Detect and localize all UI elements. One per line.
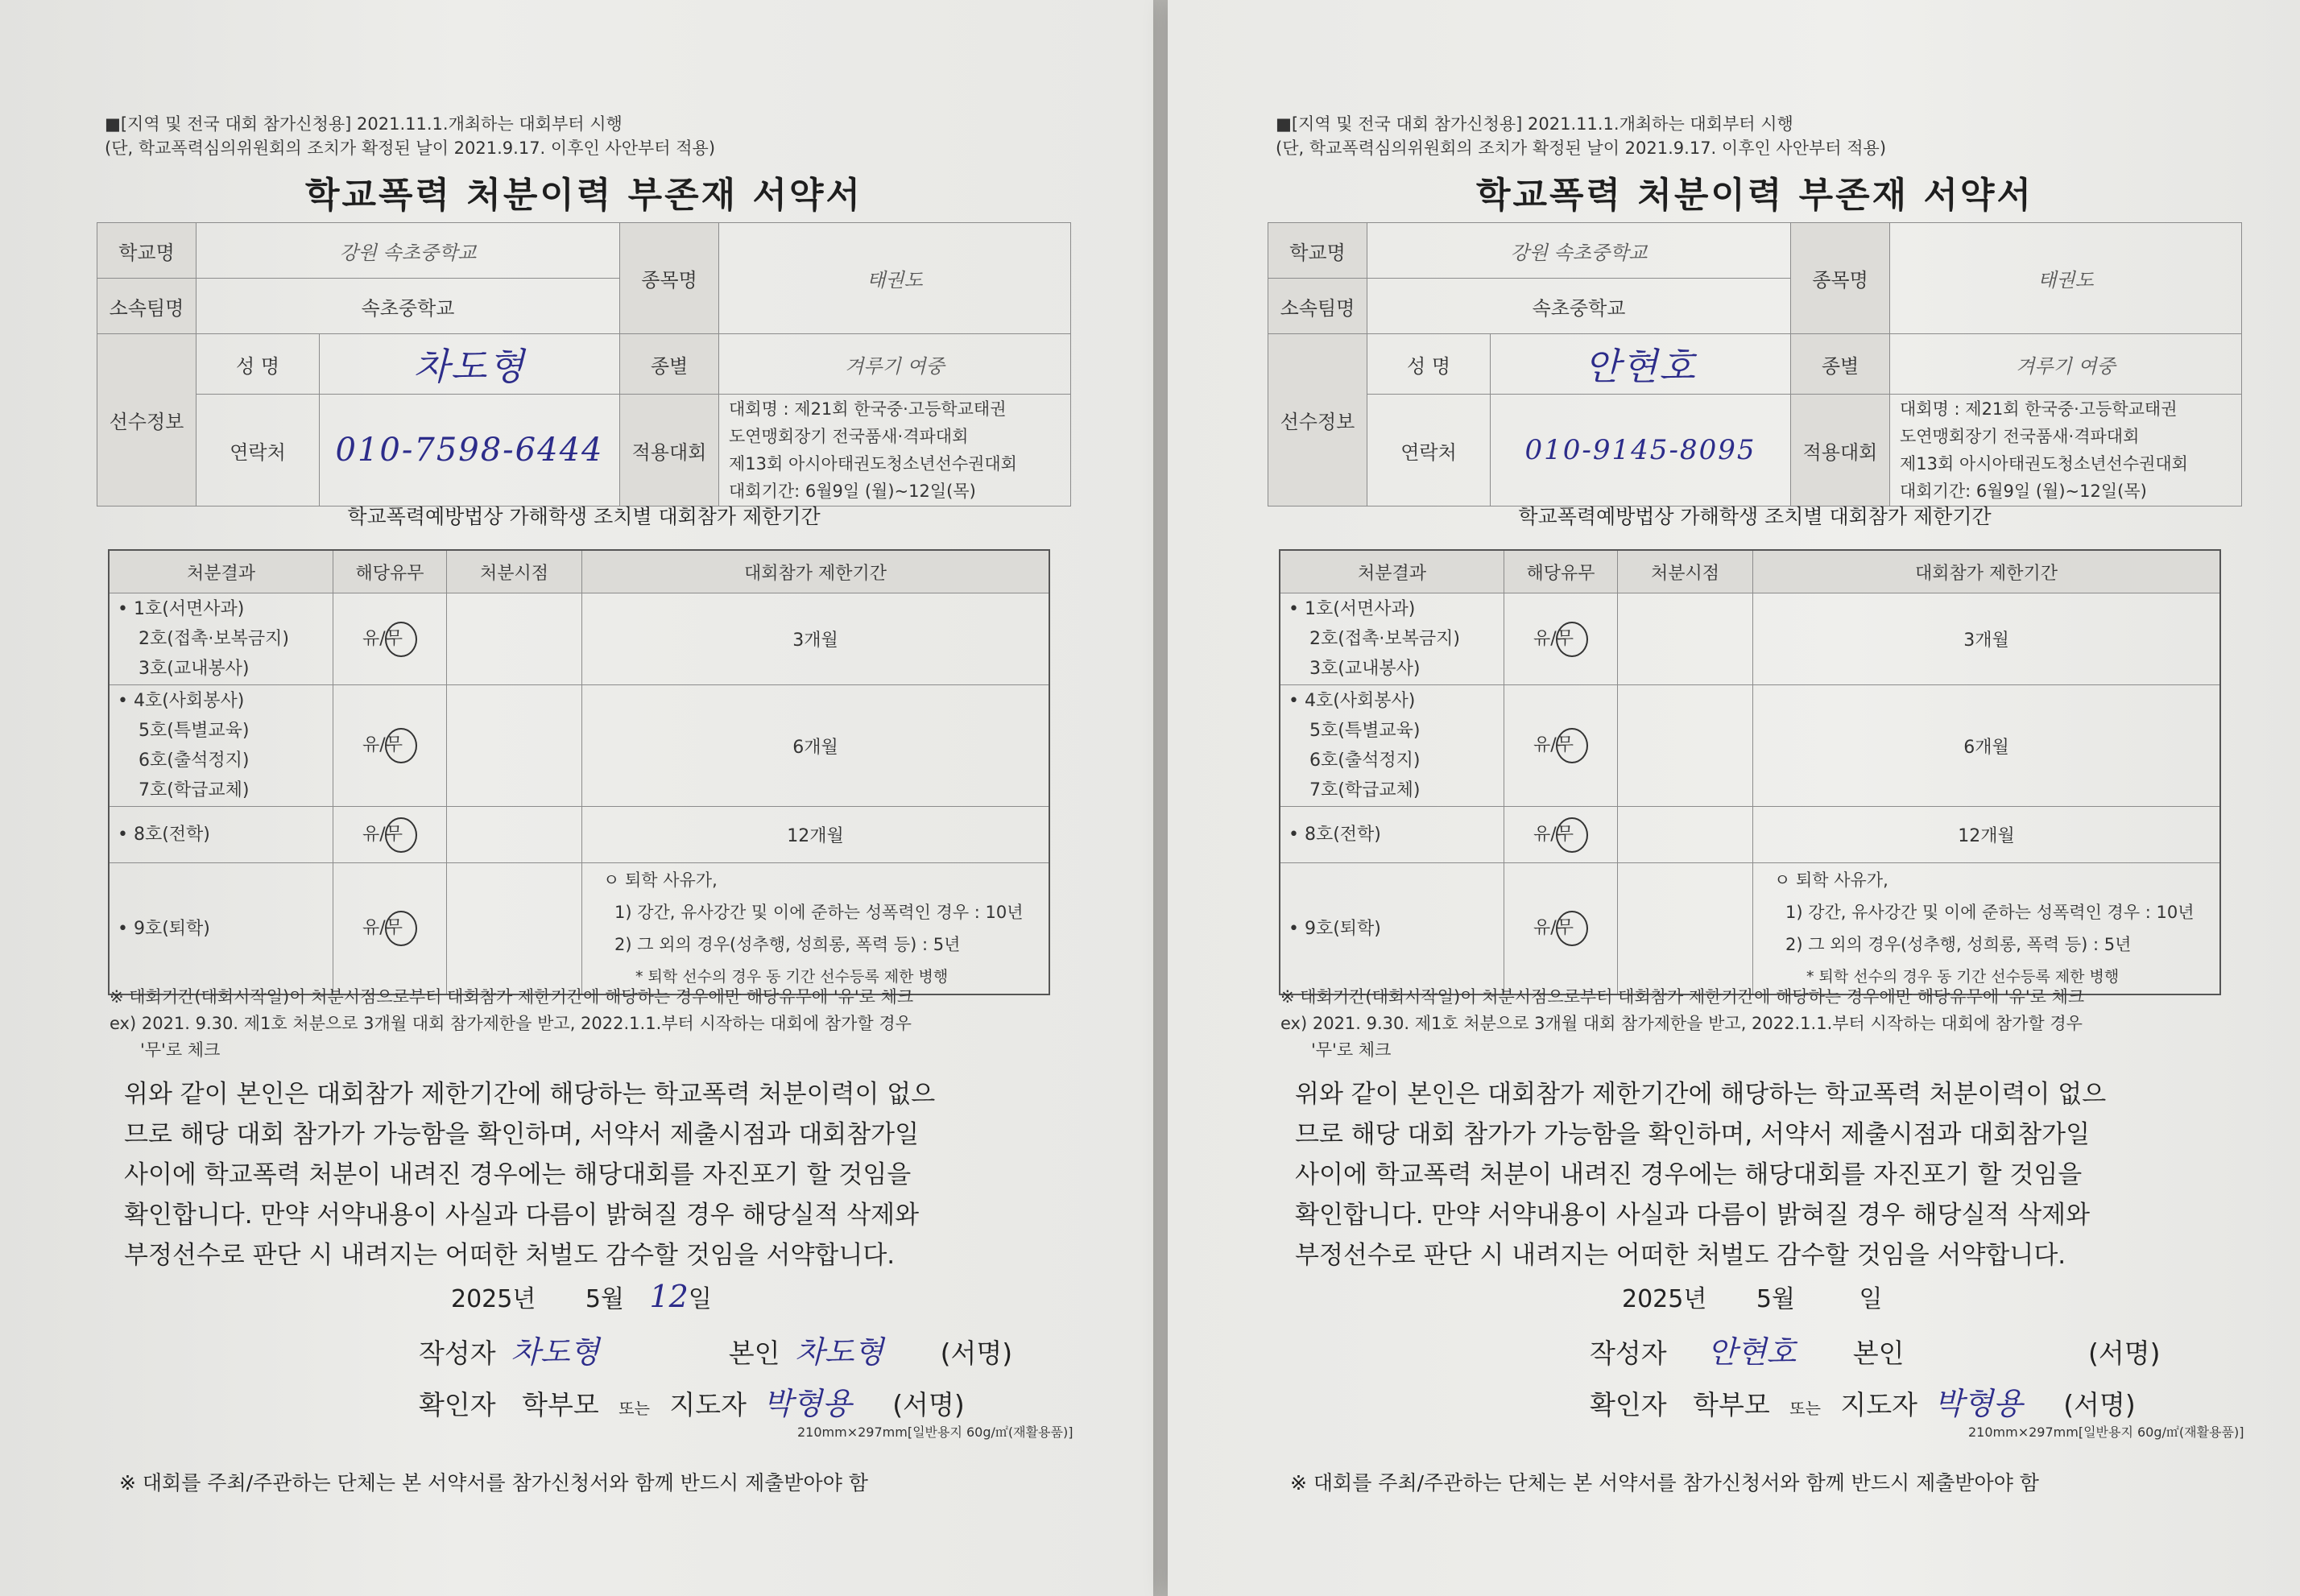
player-info-table	[1268, 222, 2242, 507]
signing-date	[1622, 1279, 1882, 1314]
seal-label: (서명)	[2088, 1338, 2161, 1369]
date-year: 2025년	[451, 1285, 536, 1313]
applicable-cell	[333, 807, 447, 863]
contact-handwritten: 010-9145-8095	[1524, 434, 1756, 466]
label-contact: 연락처	[1367, 395, 1491, 507]
header-limit: 대회참가 제한기간	[1753, 550, 2221, 593]
date-year: 2025년	[1622, 1285, 1707, 1313]
footer-note: ※ 대회를 주최/주관하는 단체는 본 서약서를 참가신청서와 함께 반드시 제출받아야 함	[1290, 1471, 2039, 1495]
pledge-line: 확인합니다. 만약 서약내용이 사실과 다름이 밝혀질 경우 해당실적 삭제와	[124, 1201, 920, 1230]
signature-line-writer	[419, 1327, 1012, 1371]
footer-note: ※ 대회를 주최/주관하는 단체는 본 서약서를 참가신청서와 함께 반드시 제출받아야 함	[119, 1471, 868, 1495]
applicability-note: ■[지역 및 전국 대회 참가신청용] 2021.11.1.개최하는 대회부터 시행	[1276, 114, 1793, 134]
event-value: 태권도	[719, 223, 1071, 334]
applicable-cell	[333, 593, 447, 685]
category-value: 겨루기 여중	[719, 334, 1071, 395]
seal-label: (서명)	[940, 1338, 1013, 1369]
contact-handwritten: 010-7598-6444	[335, 432, 604, 469]
pledge-line: 위와 같이 본인은 대회참가 제한기간에 해당하는 학교폭력 처분이력이 없으	[124, 1080, 936, 1109]
label-competition: 적용대회	[1791, 395, 1890, 507]
applicable-choice: 유/무	[1533, 735, 1574, 755]
limit-line: ㅇ 퇴학 사유가,	[603, 870, 718, 890]
date-cell	[447, 593, 582, 685]
applicable-choice: 유/무	[1533, 918, 1574, 938]
limit-cell-expulsion	[582, 863, 1050, 995]
limit-cell: 3개월	[582, 593, 1050, 685]
applicability-note: ■[지역 및 전국 대회 참가신청용] 2021.11.1.개최하는 대회부터 시행	[105, 114, 623, 134]
competition-line: 도연맹회장기 전국품새·격파대회	[729, 427, 969, 446]
result-cell	[109, 685, 333, 807]
result-cell	[1280, 863, 1504, 995]
footnote: ex) 2021. 9.30. 제1호 처분으로 3개월 대회 참가제한을 받고, 2022.1.1.부터 시작하는 대회에 참가할 경우	[1280, 1014, 2083, 1033]
pledge-document	[97, 0, 1144, 1596]
seal-label: (서명)	[2063, 1389, 2136, 1420]
result-line: 6호(출석정지)	[1309, 750, 1421, 771]
competition-line: 제13회 아시아태권도청소년선수권대회	[729, 454, 1017, 473]
writer-signature: 안현호	[1707, 1334, 1797, 1370]
competition-line: 제13회 아시아태권도청소년선수권대회	[1900, 454, 2188, 473]
paper-spec: 210mm×297mm[일반용지 60g/㎡(재활용품)]	[797, 1424, 1073, 1440]
limit-cell: 6개월	[1753, 685, 2221, 807]
signature-line-confirmer	[1590, 1379, 2136, 1423]
limit-cell: 6개월	[582, 685, 1050, 807]
confirmer-label: 확인자	[1590, 1389, 1667, 1420]
limit-line: 2) 그 외의 경우(성추행, 성희롱, 폭력 등) : 5년	[1785, 935, 2132, 954]
competition-line: 대회명 : 제21회 한국중·고등학교태권	[729, 399, 1007, 419]
header-date: 처분시점	[1618, 550, 1753, 593]
competition-line: 대회명 : 제21회 한국중·고등학교태권	[1900, 399, 2178, 419]
limit-cell: 12개월	[1753, 807, 2221, 863]
paper-spec: 210mm×297mm[일반용지 60g/㎡(재활용품)]	[1968, 1424, 2244, 1440]
date-month: 5월	[585, 1285, 624, 1313]
applicable-choice: 유/무	[362, 628, 403, 649]
pledge-document	[1268, 0, 2300, 1596]
or-label: 또는	[618, 1399, 650, 1418]
result-line: • 1호(서면사과)	[1289, 599, 1416, 619]
limit-line: 1) 강간, 유사강간 및 이에 준하는 성폭력인 경우 : 10년	[614, 903, 1024, 922]
date-cell	[447, 863, 582, 995]
limit-cell-expulsion	[1753, 863, 2221, 995]
event-value: 태권도	[1890, 223, 2242, 334]
footnote: '무'로 체크	[140, 1040, 221, 1060]
parent-label: 학부모	[522, 1389, 599, 1420]
date-day-handwritten: 12	[649, 1279, 689, 1314]
signature-line-writer	[1590, 1327, 2161, 1371]
name-handwritten: 안현호	[1584, 345, 1697, 388]
result-line: 5호(특별교육)	[1309, 721, 1421, 741]
date-day-label: 일	[1859, 1285, 1883, 1313]
coach-signature: 박형용	[1934, 1386, 2023, 1421]
footnotes	[110, 984, 913, 1064]
writer-signature: 차도형	[511, 1334, 600, 1370]
date-cell	[1618, 685, 1753, 807]
result-cell	[109, 863, 333, 995]
label-school: 학교명	[97, 223, 196, 279]
self-label: 본인	[1852, 1338, 1905, 1369]
circle-mark	[1556, 728, 1588, 763]
result-line: 3호(교내봉사)	[139, 659, 250, 679]
self-label: 본인	[728, 1338, 780, 1369]
applicable-choice: 유/무	[362, 824, 403, 845]
self-signature: 차도형	[795, 1334, 884, 1370]
competition-line: 도연맹회장기 전국품새·격파대회	[1900, 427, 2140, 446]
date-cell	[1618, 807, 1753, 863]
date-cell	[447, 807, 582, 863]
seal-label: (서명)	[892, 1389, 965, 1420]
result-line: • 9호(퇴학)	[1289, 918, 1381, 939]
circle-mark	[385, 911, 417, 946]
date-cell	[447, 685, 582, 807]
restriction-table	[108, 549, 1050, 995]
header-applicable: 해당유무	[1504, 550, 1618, 593]
limit-line: 1) 강간, 유사강간 및 이에 준하는 성폭력인 경우 : 10년	[1785, 903, 2195, 922]
or-label: 또는	[1789, 1399, 1821, 1418]
label-school: 학교명	[1268, 223, 1367, 279]
limit-cell: 3개월	[1753, 593, 2221, 685]
pledge-line: 사이에 학교폭력 처분이 내려진 경우에는 해당대회를 자진포기 할 것임을	[124, 1160, 912, 1189]
result-line: • 4호(사회봉사)	[118, 691, 245, 711]
form-sheet-right	[1168, 0, 2300, 1596]
result-line: 3호(교내봉사)	[1309, 659, 1421, 679]
date-day-label: 일	[688, 1285, 712, 1313]
circle-mark	[385, 817, 417, 853]
signing-date	[451, 1279, 712, 1314]
applicable-choice: 유/무	[362, 918, 403, 938]
label-event: 종목명	[1791, 223, 1890, 334]
competition-details	[1890, 395, 2242, 507]
team-value: 속초중학교	[196, 279, 620, 334]
player-info-table	[97, 222, 1071, 507]
label-name: 성 명	[1367, 334, 1491, 395]
label-category: 종별	[620, 334, 719, 395]
result-line: • 8호(전학)	[1289, 825, 1381, 845]
coach-label: 지도자	[669, 1389, 747, 1420]
restriction-table-title: 학교폭력예방법상 가해학생 조치별 대회참가 제한기간	[1518, 505, 1992, 528]
date-cell	[1618, 593, 1753, 685]
competition-period: 대회기간: 6월9일 (월)~12일(목)	[1900, 482, 2147, 501]
result-line: 5호(특별교육)	[139, 721, 250, 741]
result-line: 7호(학급교체)	[139, 780, 250, 800]
footnote: ex) 2021. 9.30. 제1호 처분으로 3개월 대회 참가제한을 받고, 2022.1.1.부터 시작하는 대회에 참가할 경우	[110, 1014, 912, 1033]
restriction-table-title: 학교폭력예방법상 가해학생 조치별 대회참가 제한기간	[347, 505, 821, 528]
footnote: ※ 대회기간(대회시작일)이 처분시점으로부터 대회참가 제한기간에 해당하는 경우에만 해당유무에 '유'로 체크	[110, 987, 914, 1007]
applicable-cell	[1504, 807, 1618, 863]
date-month: 5월	[1756, 1285, 1795, 1313]
pledge-line: 므로 해당 대회 참가가 가능함을 확인하며, 서약서 제출시점과 대회참가일	[1295, 1120, 2091, 1149]
circle-mark	[1556, 817, 1588, 853]
circle-mark	[1556, 622, 1588, 657]
result-cell	[1280, 807, 1504, 863]
result-line: • 1호(서면사과)	[118, 599, 245, 619]
applicability-note-detail: (단, 학교폭력심의위원회의 조치가 확정된 날이 2021.9.17. 이후인 사안부터 적용)	[1276, 139, 1887, 158]
pledge-line: 확인합니다. 만약 서약내용이 사실과 다름이 밝혀질 경우 해당실적 삭제와	[1295, 1201, 2091, 1230]
result-line: 2호(접촉·보복금지)	[1309, 629, 1460, 649]
signature-line-confirmer	[419, 1379, 965, 1423]
label-player-info: 선수정보	[1268, 334, 1367, 507]
applicable-cell	[333, 863, 447, 995]
pledge-line: 부정선수로 판단 시 내려지는 어떠한 처벌도 감수할 것임을 서약합니다.	[124, 1241, 896, 1270]
result-line: 2호(접촉·보복금지)	[139, 629, 289, 649]
label-contact: 연락처	[196, 395, 320, 507]
header-applicable: 해당유무	[333, 550, 447, 593]
label-event: 종목명	[620, 223, 719, 334]
pledge-text	[1295, 1074, 2106, 1276]
competition-period: 대회기간: 6월9일 (월)~12일(목)	[729, 482, 976, 501]
pledge-text	[124, 1074, 935, 1276]
result-line: • 9호(퇴학)	[118, 918, 210, 939]
pledge-line: 사이에 학교폭력 처분이 내려진 경우에는 해당대회를 자진포기 할 것임을	[1295, 1160, 2083, 1189]
pledge-line: 부정선수로 판단 시 내려지는 어떠한 처벌도 감수할 것임을 서약합니다.	[1295, 1241, 2066, 1270]
applicability-note-detail: (단, 학교폭력심의위원회의 조치가 확정된 날이 2021.9.17. 이후인 사안부터 적용)	[105, 139, 716, 158]
label-category: 종별	[1791, 334, 1890, 395]
footnote: ※ 대회기간(대회시작일)이 처분시점으로부터 대회참가 제한기간에 해당하는 경우에만 해당유무에 '유'로 체크	[1280, 987, 2085, 1007]
pledge-line: 위와 같이 본인은 대회참가 제한기간에 해당하는 학교폭력 처분이력이 없으	[1295, 1080, 2107, 1109]
writer-label: 작성자	[419, 1338, 496, 1369]
coach-label: 지도자	[1840, 1389, 1918, 1420]
date-cell	[1618, 863, 1753, 995]
header-limit: 대회참가 제한기간	[582, 550, 1050, 593]
result-cell	[1280, 593, 1504, 685]
pledge-line: 므로 해당 대회 참가가 가능함을 확인하며, 서약서 제출시점과 대회참가일	[124, 1120, 920, 1149]
parent-label: 학부모	[1693, 1389, 1770, 1420]
label-name: 성 명	[196, 334, 320, 395]
coach-signature: 박형용	[763, 1386, 852, 1421]
result-cell	[109, 593, 333, 685]
applicable-cell	[1504, 593, 1618, 685]
header-date: 처분시점	[447, 550, 582, 593]
circle-mark	[385, 728, 417, 763]
document-title: 학교폭력 처분이력 부존재 서약서	[1475, 175, 2033, 216]
document-title: 학교폭력 처분이력 부존재 서약서	[304, 175, 862, 216]
limit-line: * 퇴학 선수의 경우 동 기간 선수등록 제한 병행	[1806, 968, 2120, 986]
restriction-table	[1279, 549, 2221, 995]
result-cell	[109, 807, 333, 863]
label-team: 소속팀명	[1268, 279, 1367, 334]
school-value: 강원 속초중학교	[196, 223, 620, 279]
applicable-choice: 유/무	[1533, 824, 1574, 845]
result-line: • 4호(사회봉사)	[1289, 691, 1416, 711]
header-result: 처분결과	[1280, 550, 1504, 593]
applicable-cell	[333, 685, 447, 807]
limit-line: ㅇ 퇴학 사유가,	[1774, 870, 1888, 890]
result-line: 6호(출석정지)	[139, 750, 250, 771]
header-result: 처분결과	[109, 550, 333, 593]
result-line: • 8호(전학)	[118, 825, 210, 845]
applicable-choice: 유/무	[1533, 628, 1574, 649]
result-cell	[1280, 685, 1504, 807]
competition-details	[719, 395, 1071, 507]
category-value: 겨루기 여중	[1890, 334, 2242, 395]
label-competition: 적용대회	[620, 395, 719, 507]
limit-line: 2) 그 외의 경우(성추행, 성희롱, 폭력 등) : 5년	[614, 935, 961, 954]
writer-label: 작성자	[1590, 1338, 1667, 1369]
applicable-cell	[1504, 685, 1618, 807]
limit-cell: 12개월	[582, 807, 1050, 863]
footnote: '무'로 체크	[1311, 1040, 1392, 1060]
confirmer-label: 확인자	[419, 1389, 496, 1420]
result-line: 7호(학급교체)	[1309, 780, 1421, 800]
name-handwritten: 차도형	[413, 345, 526, 388]
circle-mark	[1556, 911, 1588, 946]
school-value: 강원 속초중학교	[1367, 223, 1791, 279]
limit-line: * 퇴학 선수의 경우 동 기간 선수등록 제한 병행	[635, 968, 949, 986]
applicable-cell	[1504, 863, 1618, 995]
circle-mark	[385, 622, 417, 657]
label-team: 소속팀명	[97, 279, 196, 334]
footnotes	[1280, 984, 2084, 1064]
team-value: 속초중학교	[1367, 279, 1791, 334]
label-player-info: 선수정보	[97, 334, 196, 507]
applicable-choice: 유/무	[362, 735, 403, 755]
